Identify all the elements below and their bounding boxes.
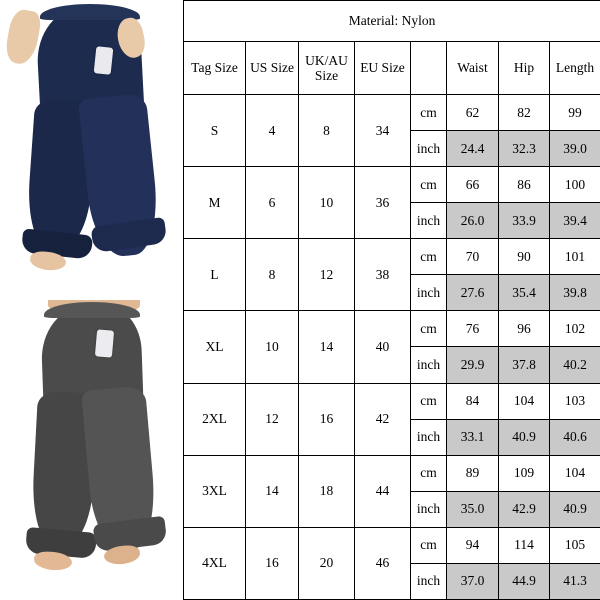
cell-us-size: 4 xyxy=(246,95,299,167)
cell-us-size: 6 xyxy=(246,167,299,239)
cell-unit-cm: cm xyxy=(411,311,447,347)
cell-hip-cm: 82 xyxy=(499,95,550,131)
cell-us-size: 14 xyxy=(246,455,299,527)
cell-uk-au-size: 8 xyxy=(299,95,355,167)
header-tag-size: Tag Size xyxy=(184,42,246,95)
cell-waist-cm: 89 xyxy=(447,455,499,491)
cell-unit-inch: inch xyxy=(411,275,447,311)
table-row xyxy=(184,527,600,563)
table-title-row xyxy=(184,1,600,42)
header-eu-size: EU Size xyxy=(355,42,411,95)
size-chart-table xyxy=(183,0,600,600)
cell-uk-au-size: 12 xyxy=(299,239,355,311)
size-table-panel xyxy=(183,0,600,600)
cell-eu-size: 36 xyxy=(355,167,411,239)
cell-tag-size: XL xyxy=(184,311,246,383)
cell-waist-cm: 66 xyxy=(447,167,499,203)
cell-eu-size: 44 xyxy=(355,455,411,527)
cell-unit-cm: cm xyxy=(411,239,447,275)
cell-tag-size: L xyxy=(184,239,246,311)
cell-waist-cm: 76 xyxy=(447,311,499,347)
cell-length-cm: 100 xyxy=(550,167,600,203)
cell-uk-au-size: 16 xyxy=(299,383,355,455)
cell-hip-cm: 114 xyxy=(499,527,550,563)
header-length: Length xyxy=(550,42,600,95)
product-photo-navy xyxy=(0,0,183,300)
cell-hip-cm: 90 xyxy=(499,239,550,275)
cell-uk-au-size: 18 xyxy=(299,455,355,527)
table-row xyxy=(184,95,600,131)
header-waist: Waist xyxy=(447,42,499,95)
cell-hip-inch: 32.3 xyxy=(499,131,550,167)
cell-length-inch: 39.0 xyxy=(550,131,600,167)
cell-length-cm: 104 xyxy=(550,455,600,491)
cell-hip-inch: 44.9 xyxy=(499,563,550,599)
cell-us-size: 10 xyxy=(246,311,299,383)
cell-unit-cm: cm xyxy=(411,95,447,131)
cell-waist-cm: 70 xyxy=(447,239,499,275)
cell-tag-size: 4XL xyxy=(184,527,246,599)
cell-hip-inch: 42.9 xyxy=(499,491,550,527)
cell-waist-cm: 94 xyxy=(447,527,499,563)
cell-unit-cm: cm xyxy=(411,455,447,491)
table-row xyxy=(184,455,600,491)
cell-waist-inch: 24.4 xyxy=(447,131,499,167)
cell-us-size: 8 xyxy=(246,239,299,311)
cell-eu-size: 42 xyxy=(355,383,411,455)
cell-length-inch: 39.8 xyxy=(550,275,600,311)
cell-uk-au-size: 14 xyxy=(299,311,355,383)
product-photo-panel xyxy=(0,0,183,600)
cell-length-inch: 40.6 xyxy=(550,419,600,455)
header-us-size: US Size xyxy=(246,42,299,95)
cell-tag-size: S xyxy=(184,95,246,167)
cell-eu-size: 40 xyxy=(355,311,411,383)
header-hip: Hip xyxy=(499,42,550,95)
cell-us-size: 16 xyxy=(246,527,299,599)
cell-length-inch: 40.9 xyxy=(550,491,600,527)
table-header-row xyxy=(184,42,600,95)
cell-unit-inch: inch xyxy=(411,419,447,455)
cell-length-cm: 102 xyxy=(550,311,600,347)
cell-unit-cm: cm xyxy=(411,527,447,563)
cell-uk-au-size: 10 xyxy=(299,167,355,239)
cell-hip-inch: 40.9 xyxy=(499,419,550,455)
cell-length-inch: 40.2 xyxy=(550,347,600,383)
cell-length-inch: 41.3 xyxy=(550,563,600,599)
cell-length-cm: 99 xyxy=(550,95,600,131)
cell-unit-inch: inch xyxy=(411,563,447,599)
cell-length-inch: 39.4 xyxy=(550,203,600,239)
cell-waist-inch: 35.0 xyxy=(447,491,499,527)
material-title: Material: Nylon xyxy=(184,1,600,42)
cell-hip-inch: 33.9 xyxy=(499,203,550,239)
cell-length-cm: 103 xyxy=(550,383,600,419)
cell-unit-inch: inch xyxy=(411,491,447,527)
cell-uk-au-size: 20 xyxy=(299,527,355,599)
cell-unit-inch: inch xyxy=(411,347,447,383)
navy-pants-waistband xyxy=(40,4,140,20)
cell-hip-cm: 86 xyxy=(499,167,550,203)
cell-unit-inch: inch xyxy=(411,131,447,167)
cell-hip-cm: 109 xyxy=(499,455,550,491)
cell-tag-size: M xyxy=(184,167,246,239)
table-row xyxy=(184,239,600,275)
cell-us-size: 12 xyxy=(246,383,299,455)
cell-waist-inch: 27.6 xyxy=(447,275,499,311)
table-row xyxy=(184,383,600,419)
phone-in-pocket-icon xyxy=(95,329,114,357)
cell-length-cm: 105 xyxy=(550,527,600,563)
cell-length-cm: 101 xyxy=(550,239,600,275)
model-arm xyxy=(4,8,43,66)
product-photo-grey xyxy=(0,300,183,600)
cell-waist-inch: 29.9 xyxy=(447,347,499,383)
cell-hip-inch: 37.8 xyxy=(499,347,550,383)
phone-in-pocket-icon xyxy=(94,46,114,75)
cell-waist-inch: 33.1 xyxy=(447,419,499,455)
cell-unit-cm: cm xyxy=(411,383,447,419)
cell-tag-size: 2XL xyxy=(184,383,246,455)
header-uk-au-size: UK/AU Size xyxy=(299,42,355,95)
cell-eu-size: 46 xyxy=(355,527,411,599)
table-row xyxy=(184,311,600,347)
cell-waist-inch: 26.0 xyxy=(447,203,499,239)
cell-waist-inch: 37.0 xyxy=(447,563,499,599)
cell-eu-size: 34 xyxy=(355,95,411,167)
cell-unit-inch: inch xyxy=(411,203,447,239)
cell-hip-inch: 35.4 xyxy=(499,275,550,311)
cell-waist-cm: 84 xyxy=(447,383,499,419)
cell-hip-cm: 104 xyxy=(499,383,550,419)
cell-hip-cm: 96 xyxy=(499,311,550,347)
table-row xyxy=(184,167,600,203)
cell-unit-cm: cm xyxy=(411,167,447,203)
cell-tag-size: 3XL xyxy=(184,455,246,527)
header-unit xyxy=(411,42,447,95)
cell-waist-cm: 62 xyxy=(447,95,499,131)
cell-eu-size: 38 xyxy=(355,239,411,311)
